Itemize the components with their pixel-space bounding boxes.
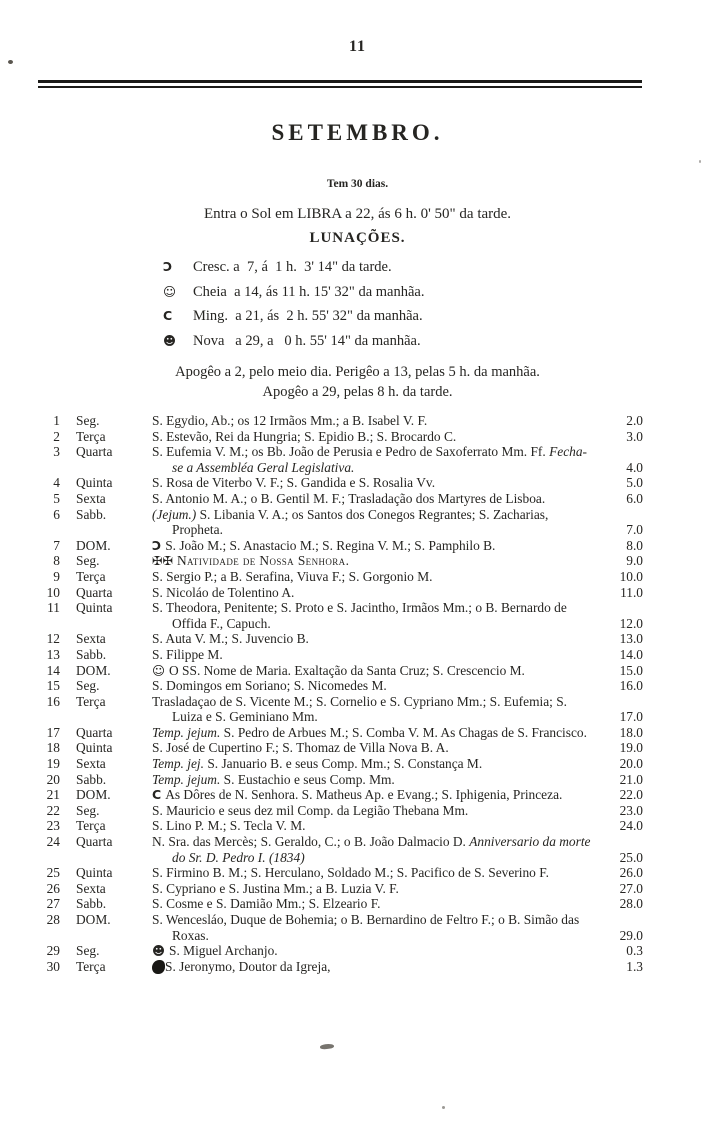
- day-number: 11: [47, 600, 60, 616]
- full-moon-icon: ☺: [152, 662, 166, 678]
- calendar-row: [0, 631, 715, 647]
- day-number: 12: [46, 631, 60, 647]
- text-segment: Trasladaçao de S. Vicente M.; S. Cornelio e S. Cypriano Mm.; S. Eufemia; S. Luiza e S. Geminiano Mm.: [152, 693, 568, 725]
- text-segment: S. Libania V. A.; os Santos dos Conegos Regrantes; S. Zacharias, Propheta.: [172, 506, 549, 538]
- day-number: 21: [46, 787, 60, 803]
- weekday-label: Sexta: [76, 756, 106, 772]
- text-segment: S. Nicoláo de Tolentino A.: [152, 584, 295, 600]
- day-number: 28: [46, 912, 60, 927]
- saints-description: [152, 647, 597, 663]
- day-number: 25: [46, 865, 60, 881]
- moon-age-value: 24.0: [619, 818, 643, 834]
- weekday-label: Sexta: [76, 631, 106, 647]
- day-number: 17: [46, 724, 60, 740]
- calendar-row: [0, 491, 715, 507]
- page-number: 11: [348, 38, 367, 55]
- month-title: SETEMBRO.: [271, 120, 444, 145]
- calendar-table: [0, 413, 715, 974]
- calendar-row: [0, 818, 715, 834]
- waning-moon-icon: C: [152, 787, 162, 803]
- text-segment: S. Miguel Archanjo.: [169, 943, 278, 959]
- moon-age-value: 13.0: [619, 631, 643, 647]
- saints-description: [152, 725, 597, 741]
- weekday-label: Seg.: [76, 802, 100, 818]
- waxing-moon-icon: Ɔ: [152, 537, 162, 553]
- calendar-row: [0, 943, 715, 959]
- moon-age-value: 20.0: [619, 756, 643, 772]
- day-number: 29: [46, 943, 60, 959]
- lunation-text: Cheia a 14, ás 11 h. 15' 32" da manhãa.: [193, 283, 425, 300]
- text-segment: Temp. jejum.: [152, 771, 221, 787]
- text-segment: S. João M.; S. Anastacio M.; S. Regina V. M.; S. Pamphilo B.: [165, 537, 496, 553]
- text-segment: S. Domingos em Soriano; S. Nicomedes M.: [152, 678, 387, 694]
- saints-description: [152, 740, 597, 756]
- weekday-label: Sexta: [76, 490, 106, 506]
- weekday-label: Terça: [76, 818, 106, 834]
- calendar-row: [0, 413, 715, 429]
- calendar-row: [0, 507, 715, 538]
- text-segment: S. José de Cupertino F.; S. Thomaz de Villa Nova B. A.: [152, 740, 449, 756]
- weekday-label: Terça: [76, 958, 106, 974]
- moon-age-value: 21.0: [619, 771, 643, 787]
- saints-description: [152, 663, 597, 679]
- weekday-label: Quinta: [76, 600, 113, 616]
- moon-age-value: 17.0: [619, 709, 643, 725]
- day-number: 6: [53, 506, 60, 522]
- text-segment: S. Sergio P.; a B. Serafina, Viuva F.; S. Gorgonio M.: [152, 568, 433, 584]
- weekday-label: Seg.: [76, 413, 100, 428]
- saints-description: [152, 600, 597, 631]
- moon-age-value: 7.0: [626, 522, 643, 538]
- weekday-label: Quarta: [76, 724, 113, 740]
- weekday-label: Sabb.: [76, 506, 107, 522]
- moon-age-value: 8.0: [626, 537, 643, 553]
- text-segment: S. Egydio, Ab.; os 12 Irmãos Mm.; a B. Isabel V. F.: [152, 413, 428, 428]
- lunation-entry: [163, 255, 715, 280]
- weekday-label: Terça: [76, 693, 106, 709]
- calendar-row: [0, 834, 715, 865]
- weekday-label: Sabb.: [76, 646, 107, 662]
- text-segment: S. Jeronymo, Doutor da Igreja,: [165, 958, 331, 974]
- weekday-label: DOM.: [76, 787, 111, 803]
- calendar-row: [0, 912, 715, 943]
- scan-speck: [442, 1106, 445, 1109]
- saints-description: [152, 429, 597, 445]
- weekday-label: Quarta: [76, 834, 113, 850]
- moon-age-value: 9.0: [626, 553, 643, 569]
- weekday-label: Terça: [76, 568, 106, 584]
- calendar-row: [0, 881, 715, 897]
- saints-description: [152, 507, 597, 538]
- weekday-label: DOM.: [76, 662, 111, 678]
- moon-age-value: 0.3: [626, 943, 643, 959]
- weekday-label: Quinta: [76, 865, 113, 881]
- saints-description: [152, 694, 597, 725]
- lunation-text: Nova a 29, a 0 h. 55' 14" da manhãa.: [193, 332, 421, 349]
- calendar-row: [0, 553, 715, 569]
- lunations-title: LUNAÇÕES.: [309, 230, 406, 246]
- calendar-row: [0, 444, 715, 475]
- text-segment: S. Eufemia V. M.; os Bb. João de Perusia e Pedro de Saxoferrato Mm. Ff.: [152, 444, 550, 460]
- calendar-row: [0, 663, 715, 679]
- day-number: 26: [46, 880, 60, 896]
- weekday-label: DOM.: [76, 912, 111, 927]
- saints-description: [152, 585, 597, 601]
- moon-age-value: 26.0: [619, 865, 643, 881]
- saints-description: [152, 491, 597, 507]
- weekday-label: Seg.: [76, 943, 100, 959]
- saints-description: [152, 881, 597, 897]
- day-number: 16: [46, 693, 60, 709]
- calendar-row: [0, 429, 715, 445]
- day-number: 20: [46, 771, 60, 787]
- text-segment: Natividade de Nossa Senhora.: [176, 553, 350, 569]
- lunation-text: Ming. a 21, ás 2 h. 55' 32" da manhãa.: [193, 308, 423, 324]
- text-segment: S. Eustachio e seus Comp. Mm.: [220, 771, 395, 787]
- text-segment: Anniversario da morte do Sr. D. Pedro I. (1834): [172, 834, 591, 865]
- calendar-row: [0, 694, 715, 725]
- calendar-row: [0, 647, 715, 663]
- weekday-label: Terça: [76, 428, 106, 444]
- apogee-perigee-block: [0, 362, 715, 402]
- new-moon-icon: ☻: [152, 943, 166, 959]
- moon-age-value: 3.0: [626, 428, 643, 444]
- text-segment: N. Sra. das Mercès; S. Geraldo, C.; o B. João Dalmacio D.: [152, 834, 470, 850]
- text-segment: (Jejum.): [152, 506, 197, 522]
- moon-age-value: 19.0: [619, 740, 643, 756]
- saints-description: [152, 772, 597, 788]
- text-segment: S. Januario B. e seus Comp. Mm.; S. Constança M.: [203, 756, 483, 772]
- sun-entry-line: Entra o Sol em LIBRA a 22, ás 6 h. 0' 50" da tarde.: [203, 206, 512, 222]
- text-segment: Temp. jejum.: [152, 724, 221, 740]
- day-number: 8: [53, 553, 60, 569]
- calendar-row: [0, 585, 715, 601]
- text-segment: S. Pedro de Arbues M.; S. Comba V. M. As Chagas de S. Francisco.: [220, 724, 587, 740]
- moon-age-value: 29.0: [619, 927, 643, 943]
- full-moon-icon: ☺: [163, 283, 177, 299]
- calendar-row: [0, 678, 715, 694]
- saints-description: [152, 444, 597, 475]
- saints-description: [152, 678, 597, 694]
- calendar-row: [0, 896, 715, 912]
- text-segment: S. Cosme e S. Damião Mm.; S. Elzeario F.: [152, 896, 381, 912]
- saints-description: [152, 943, 597, 959]
- calendar-row: [0, 756, 715, 772]
- moon-age-value: 14.0: [619, 646, 643, 662]
- calendar-row: [0, 538, 715, 554]
- moon-age-value: 27.0: [619, 880, 643, 896]
- weekday-label: Sexta: [76, 880, 106, 896]
- ink-blot-icon: [152, 960, 165, 974]
- day-number: 5: [53, 490, 60, 506]
- moon-age-value: 5.0: [626, 475, 643, 491]
- moon-age-value: 1.3: [626, 958, 643, 974]
- calendar-row: [0, 803, 715, 819]
- day-number: 4: [53, 475, 60, 491]
- lunation-entry: [163, 280, 715, 305]
- text-segment: S. Lino P. M.; S. Tecla V. M.: [152, 818, 306, 834]
- weekday-label: Sabb.: [76, 896, 107, 912]
- saints-description: [152, 413, 597, 429]
- moon-age-value: 11.0: [620, 584, 643, 600]
- moon-age-value: 25.0: [619, 849, 643, 865]
- text-segment: S. Mauricio e seus dez mil Comp. da Legião Thebana Mm.: [152, 802, 469, 818]
- saints-description: [152, 538, 597, 554]
- day-number: 24: [46, 834, 60, 850]
- waxing-moon-icon: Ɔ: [163, 259, 173, 274]
- lunation-text: Cresc. a 7, á 1 h. 3' 14" da tarde.: [193, 259, 392, 275]
- lunation-entry: [163, 304, 715, 329]
- saints-description: [152, 553, 597, 569]
- moon-age-value: 22.0: [619, 787, 643, 803]
- weekday-label: Quinta: [76, 740, 113, 756]
- day-number: 30: [46, 958, 60, 974]
- calendar-row: [0, 959, 715, 975]
- text-segment: S. Antonio M. A.; o B. Gentil M. F.; Trasladação dos Martyres de Lisboa.: [152, 490, 546, 506]
- calendar-row: [0, 600, 715, 631]
- saints-description: [152, 475, 597, 491]
- day-number: 23: [46, 818, 60, 834]
- calendar-row: [0, 772, 715, 788]
- day-number: 22: [46, 802, 60, 818]
- double-cross-icon: ✠✠: [152, 553, 173, 569]
- text-segment: S. Cypriano e S. Justina Mm.; a B. Luzia V. F.: [152, 880, 399, 896]
- days-count-label: Tem 30 dias.: [326, 178, 389, 190]
- text-segment: S. Filippe M.: [152, 646, 223, 662]
- saints-description: [152, 912, 597, 943]
- text-segment: S. Estevão, Rei da Hungria; S. Epidio B.; S. Brocardo C.: [152, 428, 457, 444]
- day-number: 3: [53, 444, 60, 460]
- moon-age-value: 28.0: [619, 896, 643, 912]
- day-number: 14: [46, 662, 60, 678]
- calendar-row: [0, 475, 715, 491]
- text-segment: S. Rosa de Viterbo V. F.; S. Gandida e S. Rosalia Vv.: [152, 475, 436, 491]
- text-segment: O SS. Nome de Maria. Exaltação da Santa Cruz; S. Crescencio M.: [169, 662, 525, 678]
- saints-description: [152, 818, 597, 834]
- scan-speck: [8, 60, 13, 64]
- text-segment: Fecha-se a Assembléa Geral Legislativa.: [172, 444, 588, 475]
- saints-description: [152, 569, 597, 585]
- weekday-label: Quarta: [76, 444, 113, 460]
- weekday-label: DOM.: [76, 537, 111, 553]
- apogee-line-2: Apogêo a 29, pelas 8 h. da tarde.: [262, 384, 453, 400]
- text-segment: Temp. jej.: [152, 756, 204, 772]
- saints-description: [152, 865, 597, 881]
- day-number: 10: [46, 584, 60, 600]
- day-number: 7: [53, 537, 60, 553]
- moon-age-value: 6.0: [626, 490, 643, 506]
- scan-speck: [699, 160, 701, 163]
- day-number: 18: [46, 740, 60, 756]
- text-segment: S. Auta V. M.; S. Juvencio B.: [152, 631, 309, 647]
- saints-description: [152, 803, 597, 819]
- lunation-entry: [163, 329, 715, 354]
- ink-smudge-ornament: [320, 1043, 335, 1050]
- moon-age-value: 16.0: [619, 678, 643, 694]
- moon-age-value: 23.0: [619, 802, 643, 818]
- day-number: 9: [53, 568, 60, 584]
- moon-age-value: 2.0: [626, 413, 643, 428]
- saints-description: [152, 834, 597, 865]
- moon-age-value: 4.0: [626, 459, 643, 475]
- text-segment: S. Theodora, Penitente; S. Proto e S. Jacintho, Irmãos Mm.; o B. Bernardo de Offida F., Capuch.: [152, 600, 567, 631]
- day-number: 13: [46, 646, 60, 662]
- weekday-label: Quinta: [76, 475, 113, 491]
- text-segment: S. Firmino B. M.; S. Herculano, Soldado M.; S. Pacifico de S. Severino F.: [152, 865, 549, 881]
- day-number: 27: [46, 896, 60, 912]
- moon-age-value: 18.0: [619, 724, 643, 740]
- text-segment: S. Wencesláo, Duque de Bohemia; o B. Bernardino de Feltro F.; o B. Simão das Roxas.: [152, 912, 580, 943]
- moon-age-value: 15.0: [619, 662, 643, 678]
- saints-description: [152, 896, 597, 912]
- apogee-line-1: Apogêo a 2, pelo meio dia. Perigêo a 13, pelas 5 h. da manhãa.: [175, 364, 540, 380]
- moon-age-value: 10.0: [619, 568, 643, 584]
- day-number: 15: [46, 678, 60, 694]
- calendar-row: [0, 725, 715, 741]
- header-rule: [38, 80, 642, 88]
- text-segment: As Dôres de N. Senhora. S. Matheus Ap. e Evang.; S. Iphigenia, Princeza.: [165, 787, 563, 803]
- weekday-label: Quarta: [76, 584, 113, 600]
- new-moon-icon: ☻: [163, 332, 177, 348]
- moon-age-value: 12.0: [619, 615, 643, 631]
- saints-description: [152, 959, 597, 975]
- day-number: 19: [46, 756, 60, 772]
- day-number: 2: [53, 428, 60, 444]
- waning-moon-icon: C: [163, 308, 173, 323]
- saints-description: [152, 787, 597, 803]
- saints-description: [152, 631, 597, 647]
- calendar-row: [0, 740, 715, 756]
- saints-description: [152, 756, 597, 772]
- weekday-label: Seg.: [76, 678, 100, 694]
- weekday-label: Seg.: [76, 553, 100, 569]
- calendar-row: [0, 787, 715, 803]
- calendar-row: [0, 569, 715, 585]
- weekday-label: Sabb.: [76, 771, 107, 787]
- lunations-list: [163, 255, 715, 353]
- day-number: 1: [53, 413, 60, 428]
- calendar-row: [0, 865, 715, 881]
